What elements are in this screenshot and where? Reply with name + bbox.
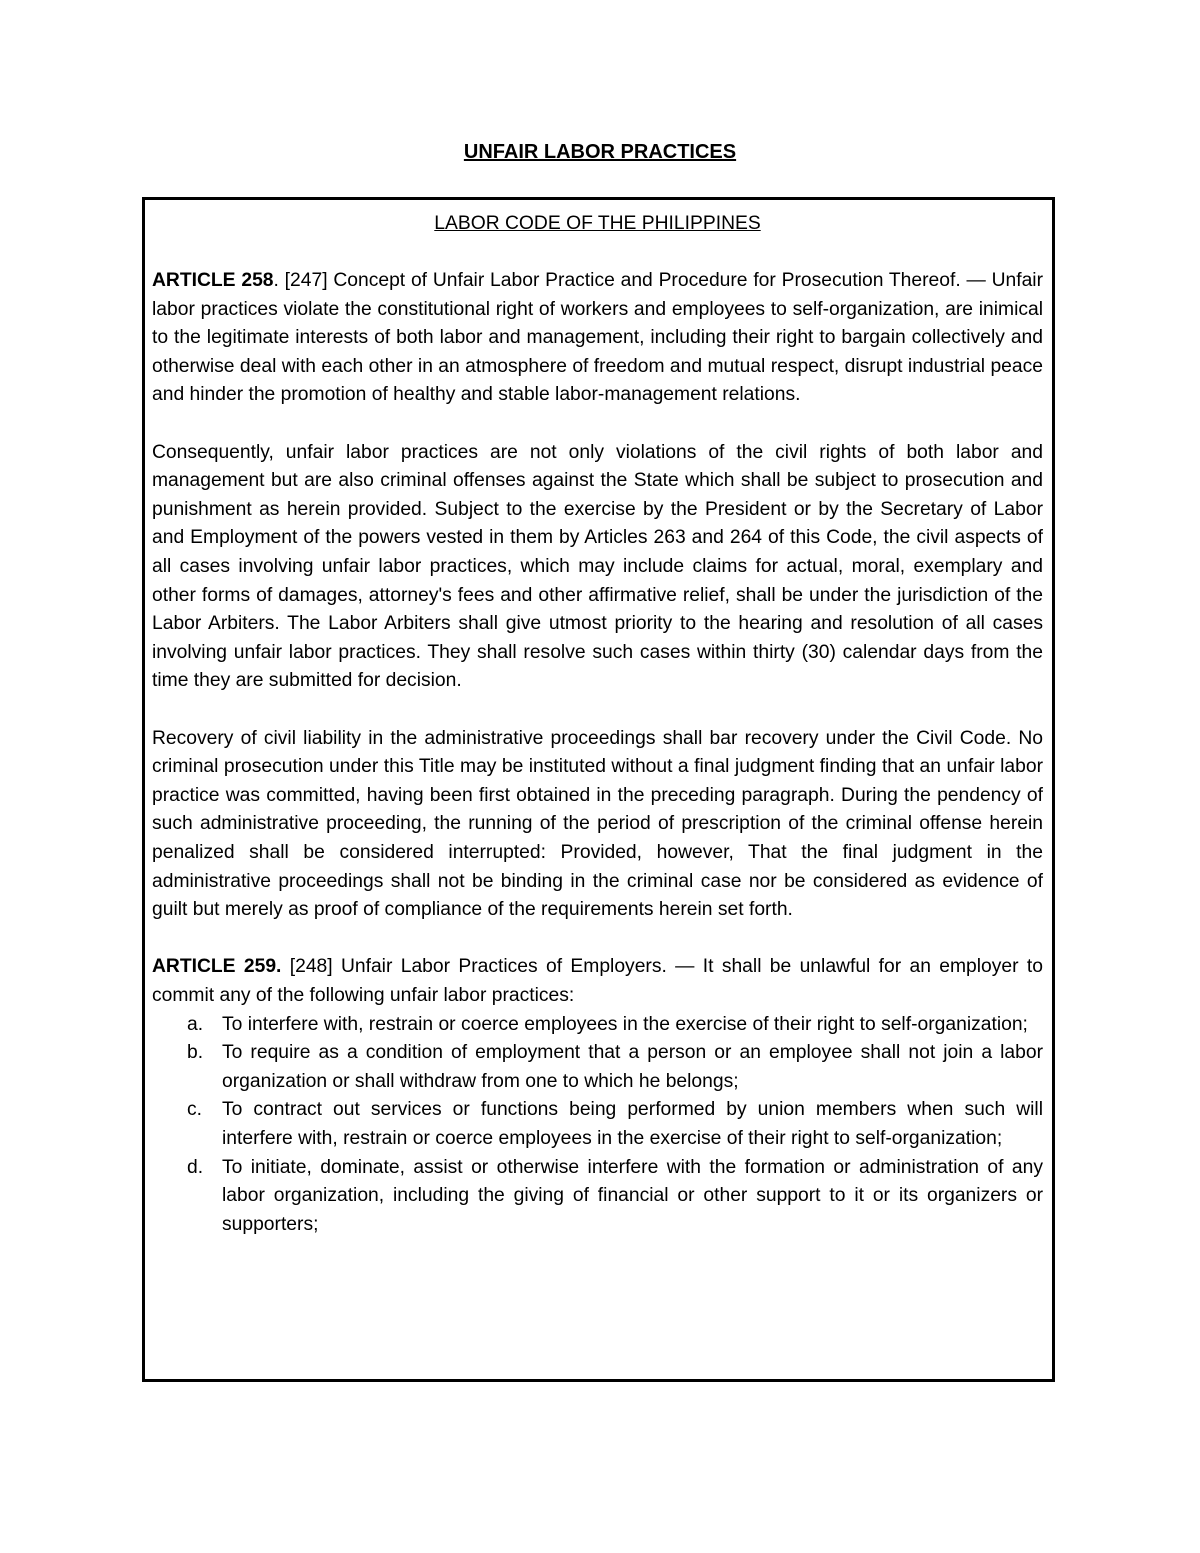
list-item — [152, 1011, 1043, 1040]
article-259-number: ARTICLE 259. — [152, 956, 282, 978]
list-item-text: To contract out services or functions being performed by union members when such will interfere with, restrain or coerce employees in the exercise of their right to self-organization; — [222, 1099, 1043, 1149]
spacer — [152, 410, 1043, 439]
list-item-text: To initiate, dominate, assist or otherwise interfere with the formation or administration of any labor organization, including the giving of financial or other support to it or its organizers or supporters; — [222, 1156, 1043, 1235]
article-258-paragraph-3: Recovery of civil liability in the administrative proceedings shall bar recovery under the Civil Code. No criminal prosecution under this Title may be instituted without a final judgment finding that an unfair labor practice was committed, having been first obtained in the preceding paragraph. During the pendency of such administrative proceeding, the running of the period of prescription of the criminal offense herein penalized shall be considered interrupted: Provided, however, That the final judgment in the administrative proceedings shall not be binding in the criminal case nor be considered as evidence of guilt but merely as proof of compliance of the requirements herein set forth. — [152, 727, 1043, 921]
bordered-text-box — [142, 197, 1055, 1382]
list-item-letter: d. — [187, 1156, 204, 1178]
article-258-paragraph-1 — [152, 267, 1043, 410]
list-item-letter: c. — [187, 1099, 202, 1121]
list-item-text: To interfere with, restrain or coerce employees in the exercise of their right to self-organization; — [222, 1013, 1028, 1035]
spacer — [152, 239, 1043, 268]
list-item — [152, 1096, 1043, 1153]
page-title: UNFAIR LABOR PRACTICES — [463, 141, 737, 163]
list-item — [152, 1154, 1043, 1240]
box-heading: LABOR CODE OF THE PHILIPPINES — [434, 213, 761, 234]
article-259-intro: [248] Unfair Labor Practices of Employers. — It shall be unlawful for an employer to commit any of the following unfair labor practices: — [152, 956, 1043, 1006]
article-258-paragraph-2: Consequently, unfair labor practices are not only violations of the civil rights of both labor and management but are also criminal offenses against the State which shall be subject to prosecution and punishment as herein provided. Subject to the exercise by the President or by the Secretary of Labor and Employment of the powers vested in them by Articles 263 and 264 of this Code, the civil aspects of all cases involving unfair labor practices, which may include claims for actual, moral, exemplary and other forms of damages, attorney's fees and other affirmative relief, shall be under the jurisdiction of the Labor Arbiters. The Labor Arbiters shall give utmost priority to the hearing and resolution of all cases involving unfair labor practices. They shall resolve such cases within thirty (30) calendar days from the time they are submitted for decision. — [152, 441, 1043, 692]
list-item-letter: a. — [187, 1013, 204, 1035]
spacer — [152, 925, 1043, 954]
article-258-intro: . [247] Concept of Unfair Labor Practice and Procedure for Prosecution Thereof. — Unfair labor practices violate the constitutional right of workers and employees to self-organization, are inimical to the legitimate interests of both labor and management, including their right to bargain collectively and otherwise deal with each other in an atmosphere of freedom and mutual respect, disrupt industrial peace and hinder the promotion of healthy and stable labor-management relations. — [152, 270, 1043, 406]
article-259-clause-list — [152, 1011, 1043, 1240]
list-item — [152, 1039, 1043, 1096]
spacer — [152, 696, 1043, 725]
article-259-paragraph-1 — [152, 953, 1043, 1010]
list-item-text: To require as a condition of employment that a person or an employee shall not join a labor organization or shall withdraw from one to which he belongs; — [222, 1042, 1043, 1092]
article-258-number: ARTICLE 258 — [152, 270, 274, 292]
list-item-letter: b. — [187, 1042, 204, 1064]
